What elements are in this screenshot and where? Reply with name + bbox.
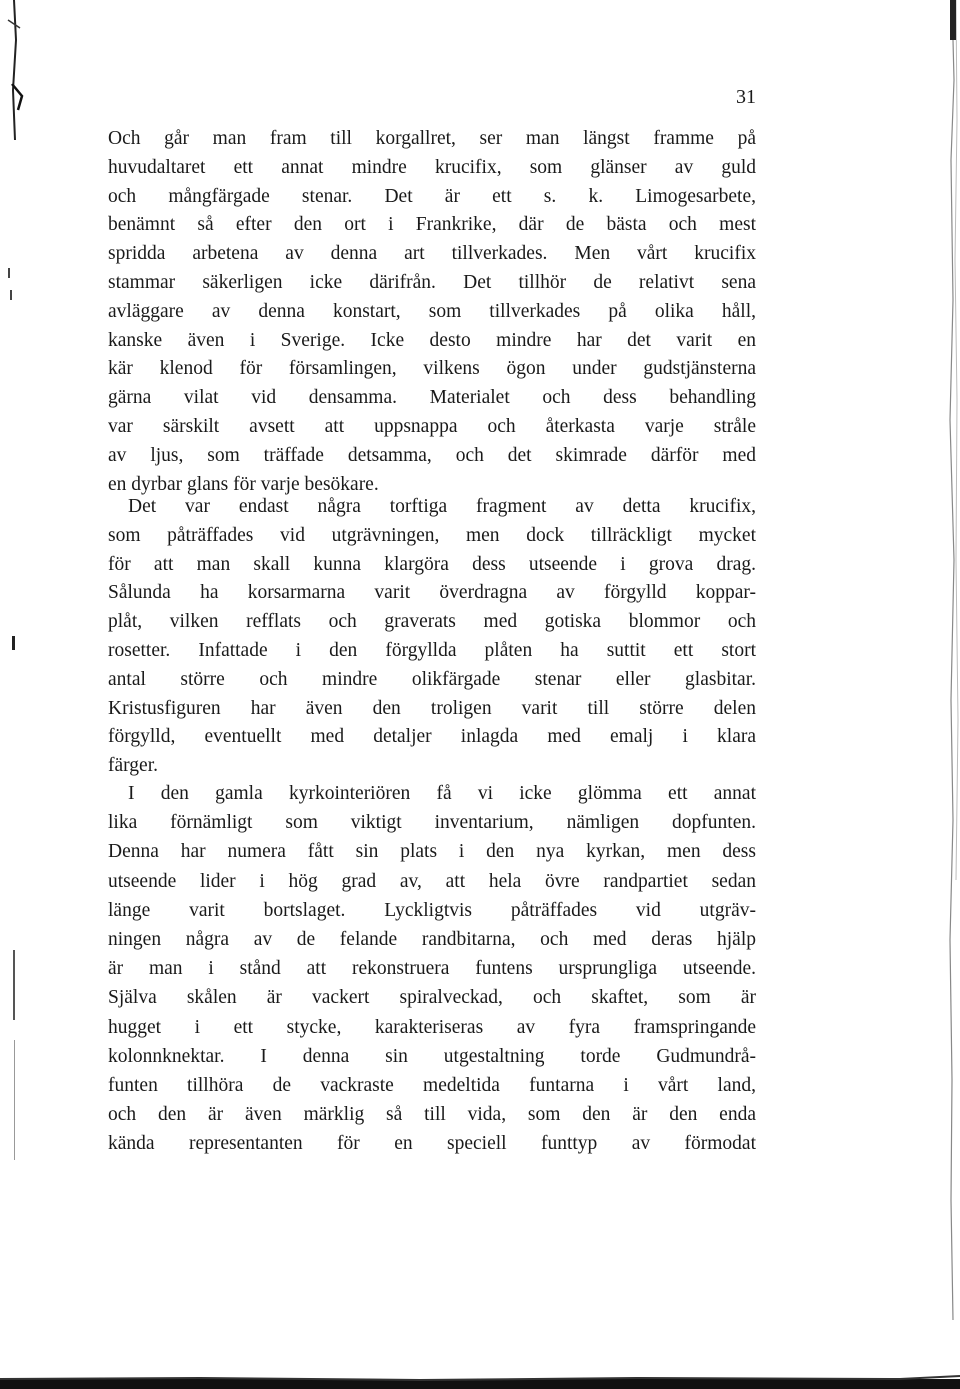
text-line: I den gamla kyrkointeriören få vi icke glömma ett annat bbox=[128, 783, 756, 804]
text-line: lika förnämligt som viktigt inventarium, nämligen dopfunten. bbox=[108, 812, 756, 834]
text-line: var särskilt avsett att uppsnappa och återkasta varje stråle bbox=[108, 415, 756, 437]
text-line: gärna vilat vid densamma. Materialet och dess behandling bbox=[108, 387, 756, 409]
paragraph-2 bbox=[108, 493, 756, 781]
text-line: kär klenod för församlingen, vilkens ögon under gudstjänsterna bbox=[108, 358, 756, 380]
text-line: benämnt så efter den ort i Frankrike, där de bästa och mest bbox=[108, 214, 756, 236]
text-line: antal större och mindre olikfärgade stenar eller glasbitar. bbox=[108, 668, 756, 690]
text-line: huvudaltaret ett annat mindre krucifix, som glänser av guld bbox=[108, 156, 756, 178]
text-line: Kristusfiguren har även den troligen varit till större delen bbox=[108, 697, 756, 719]
scan-edge-right bbox=[930, 0, 960, 1389]
text-line: rosetter. Infattade i den förgyllda plåten ha suttit ett stort bbox=[108, 639, 756, 661]
text-line: Sålunda ha korsarmarna varit överdragna av förgylld koppar- bbox=[108, 582, 756, 604]
text-line: kolonnknektar. I denna sin utgestaltning torde Gudmundrå- bbox=[108, 1045, 756, 1067]
text-line: Denna har numera fått sin plats i den nya kyrkan, men dess bbox=[108, 841, 756, 863]
text-line: färger. bbox=[108, 755, 158, 777]
text-line: kanske även i Sverige. Icke desto mindre har det varit en bbox=[108, 329, 756, 351]
paragraph-1 bbox=[108, 125, 756, 499]
text-line: av ljus, som träffade detsamma, och det skimrade därför med bbox=[108, 444, 756, 466]
text-line: ningen några av de felande randbitarna, och med deras hjälp bbox=[108, 928, 756, 950]
text-line: länge varit bortslaget. Lyckligtvis påträffades vid utgräv- bbox=[108, 899, 756, 921]
text-line: kända representanten för en speciell funttyp av förmodat bbox=[108, 1133, 756, 1155]
text-line: Och går man fram till korgallret, ser man längst framme på bbox=[108, 128, 756, 149]
paragraph-3 bbox=[108, 779, 756, 1158]
text-line: som påträffades vid utgrävningen, men dock tillräckligt mycket bbox=[108, 524, 756, 546]
text-line: är man i stånd att rekonstruera funtens ursprungliga utseende. bbox=[108, 958, 756, 980]
text-line: utseende lider i hög grad av, att hela övre randpartiet sedan bbox=[108, 870, 756, 892]
text-line: spridda arbetena av denna art tillverkades. Men vårt krucifix bbox=[108, 243, 756, 265]
scan-edge-left bbox=[0, 0, 32, 1389]
scan-edge-bottom bbox=[0, 1371, 960, 1389]
text-line: stammar säkerligen icke därifrån. Det tillhör de relativt sena bbox=[108, 271, 756, 293]
text-line: och mångfärgade stenar. Det är ett s. k. Limogesarbete, bbox=[108, 185, 756, 207]
page-number: 31 bbox=[736, 86, 756, 108]
text-line: plåt, vilken refflats och graverats med gotiska blommor och bbox=[108, 611, 756, 633]
text-line: och den är även märklig så till vida, som den är den enda bbox=[108, 1104, 756, 1126]
text-line: förgylld, eventuellt med detaljer inlagda med emalj i klara bbox=[108, 726, 756, 748]
text-line: hugget i ett stycke, karakteriseras av fyra framspringande bbox=[108, 1016, 756, 1038]
text-line: Själva skålen är vackert spiralveckad, och skaftet, som är bbox=[108, 987, 756, 1009]
text-line: funten tillhöra de vackraste medeltida funtarna i vårt land, bbox=[108, 1074, 756, 1096]
text-line: avläggare av denna konstart, som tillverkades på olika håll, bbox=[108, 300, 756, 322]
text-line: en dyrbar glans för varje besökare. bbox=[108, 473, 379, 495]
text-line: Det var endast några torftiga fragment av detta krucifix, bbox=[128, 496, 756, 517]
text-line: för att man skall kunna klargöra dess utseende i grova drag. bbox=[108, 553, 756, 575]
